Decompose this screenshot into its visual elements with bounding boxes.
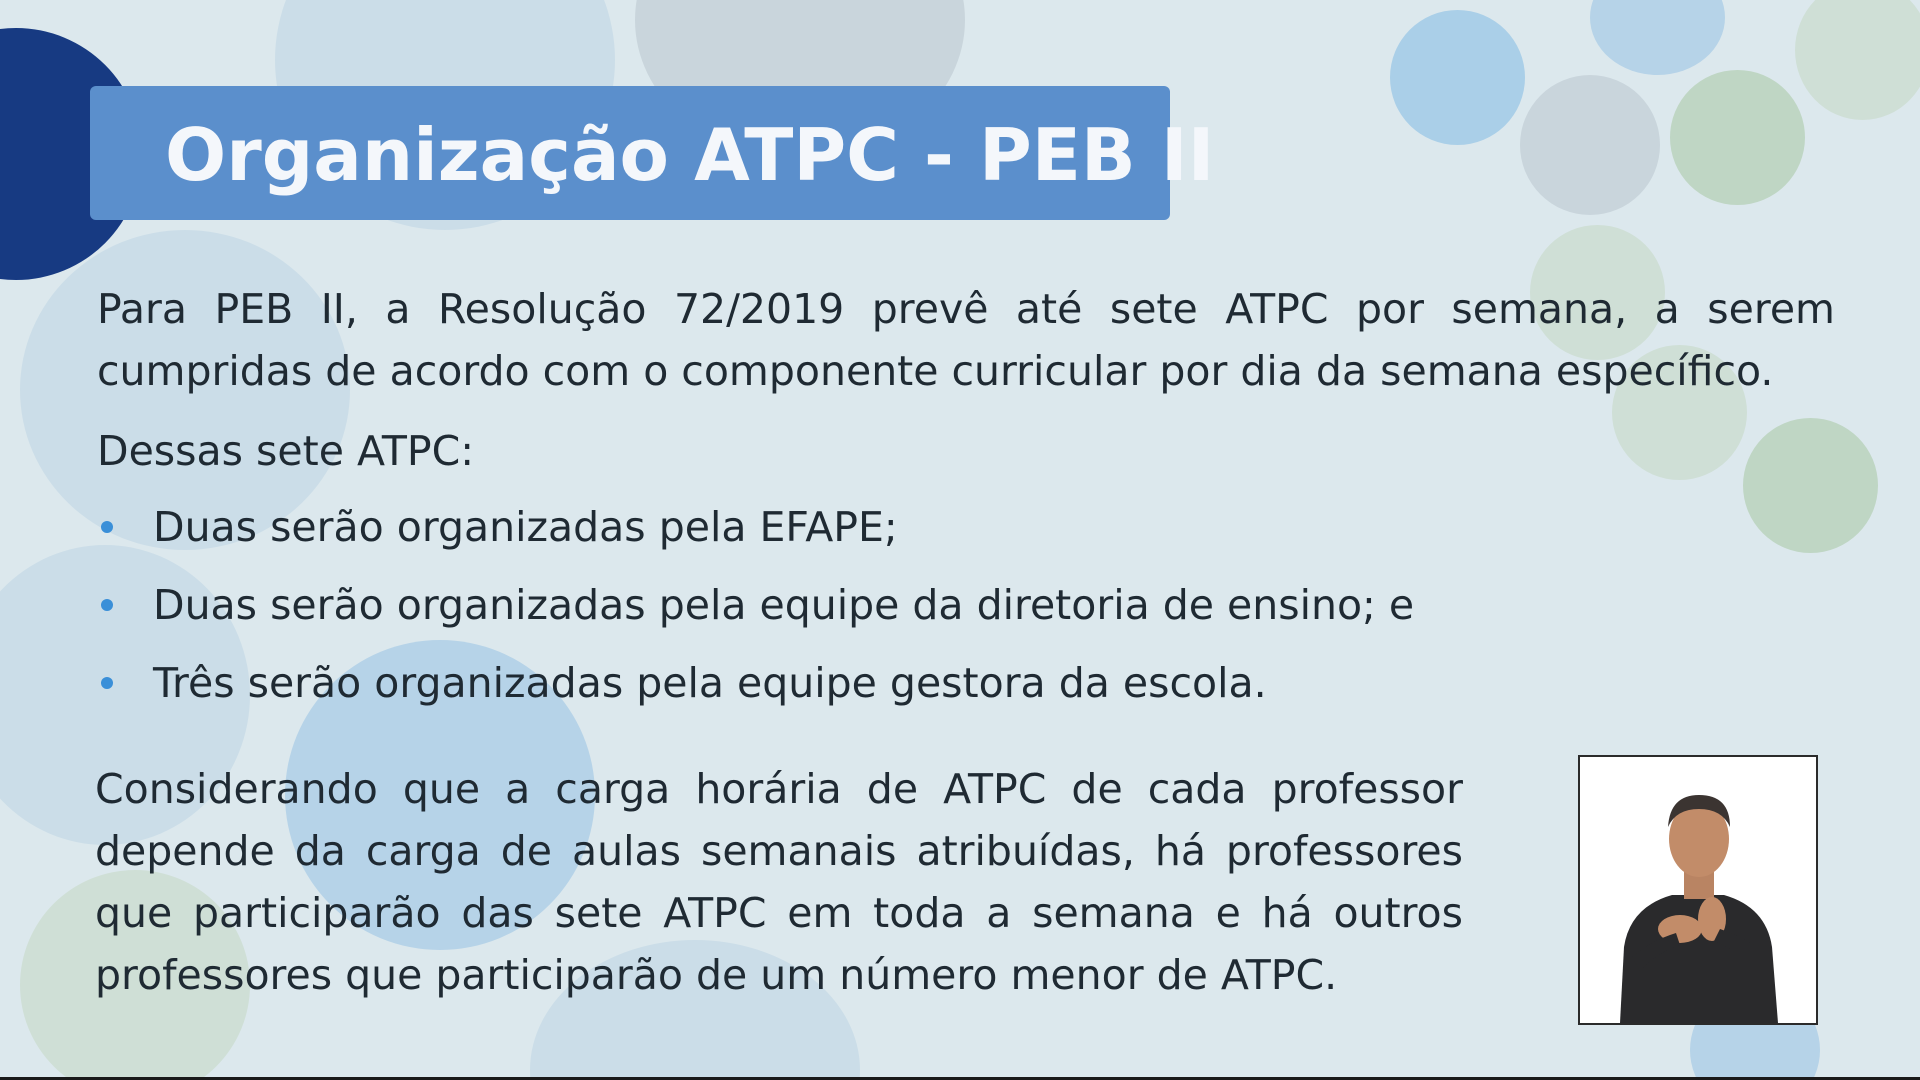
bg-circle [1520, 75, 1660, 215]
bg-circle [1743, 418, 1878, 553]
list-item-text: Duas serão organizadas pela equipe da diretoria de ensino; e [153, 581, 1415, 629]
bullet-dot-icon [101, 677, 113, 689]
list-item-text: Duas serão organizadas pela EFAPE; [153, 503, 898, 551]
bg-circle [1670, 70, 1805, 205]
interpreter-video [1578, 755, 1818, 1025]
closing-paragraph: Considerando que a carga horária de ATPC de cada professor depende da carga de aulas semanais atribuídas, há professores que participarão das sete ATPC em toda a semana e há outros professores que participarão de um número menor de ATPC. [95, 765, 1463, 999]
bg-circle [1390, 10, 1525, 145]
bullet-dot-icon [101, 599, 113, 611]
interpreter-figure [1580, 757, 1816, 1023]
intro-paragraph: Para PEB II, a Resolução 72/2019 prevê até sete ATPC por semana, a serem cumpridas de acordo com o componente curricular por dia da semana específico. [97, 285, 1835, 395]
bullet-list [97, 496, 1597, 730]
list-item [97, 496, 1597, 574]
list-lead-in: Dessas sete ATPC: [97, 427, 475, 475]
bg-circle [1795, 0, 1920, 120]
bg-circle [1590, 0, 1725, 75]
list-item [97, 652, 1597, 730]
list-item-text: Três serão organizadas pela equipe gestora da escola. [153, 659, 1267, 707]
slide-title: Organização ATPC - PEB II [165, 113, 1215, 197]
bullet-dot-icon [101, 521, 113, 533]
list-item [97, 574, 1597, 652]
